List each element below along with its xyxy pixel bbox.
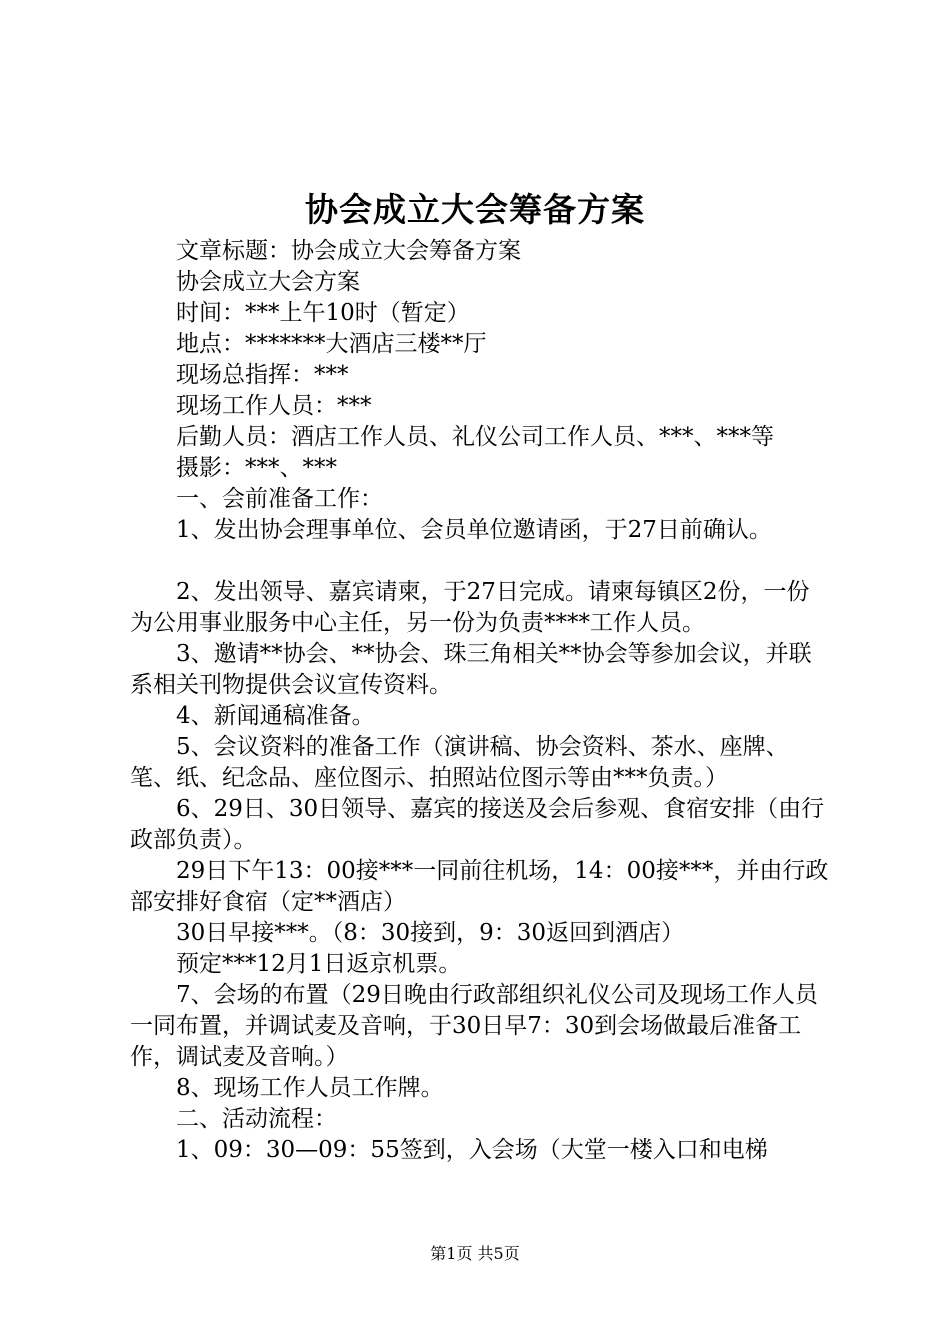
page-footer: 第1页 共5页 xyxy=(430,1244,520,1263)
list-item: 8、现场工作人员工作牌。 xyxy=(176,1075,444,1101)
list-item: 2、发出领导、嘉宾请柬，于27日完成。请柬每镇区2份，一份为公用事业服务中心主任，另一份为负责****工作人员。 xyxy=(130,579,810,636)
paragraph-article-title: 文章标题：协会成立大会筹备方案 xyxy=(176,238,521,264)
paragraph-staff: 现场工作人员：*** xyxy=(176,393,372,419)
list-item: 1、发出协会理事单位、会员单位邀请函，于27日前确认。 xyxy=(176,517,772,543)
list-item: 预定***12月1日返京机票。 xyxy=(176,951,462,977)
blank-line xyxy=(130,546,830,577)
section-heading-preparation: 一、会前准备工作： xyxy=(176,486,383,512)
list-item: 30日早接***。（8：30接到，9：30返回到酒店） xyxy=(176,920,685,946)
list-item: 3、邀请**协会、**协会、珠三角相关**协会等参加会议，并联系相关刊物提供会议宣传资料。 xyxy=(130,641,812,698)
paragraph-plan-name: 协会成立大会方案 xyxy=(176,269,360,295)
document-body xyxy=(130,236,830,1166)
paragraph-location: 地点：*******大酒店三楼**厅 xyxy=(176,331,487,357)
paragraph-time: 时间：***上午10时（暂定） xyxy=(176,300,470,326)
document-title: 协会成立大会筹备方案 xyxy=(305,190,645,229)
list-item: 7、会场的布置（29日晚由行政部组织礼仪公司及现场工作人员一同布置，并调试麦及音响，于30日早7：30到会场做最后准备工作，调试麦及音响。） xyxy=(130,982,818,1070)
paragraph-photography: 摄影：***、*** xyxy=(176,455,337,481)
paragraph-commander: 现场总指挥：*** xyxy=(176,362,349,388)
list-item: 29日下午13：00接***一同前往机场，14：00接***，并由行政部安排好食宿（定**酒店） xyxy=(130,858,829,915)
list-item: 4、新闻通稿准备。 xyxy=(176,703,375,729)
paragraph-logistics: 后勤人员：酒店工作人员、礼仪公司工作人员、***、***等 xyxy=(176,424,774,450)
list-item: 6、29日、30日领导、嘉宾的接送及会后参观、食宿安排（由行政部负责）。 xyxy=(130,796,825,853)
list-item: 5、会议资料的准备工作（演讲稿、协会资料、茶水、座牌、笔、纸、纪念品、座位图示、拍照站位图示等由***负责。） xyxy=(130,734,789,791)
section-heading-agenda: 二、活动流程： xyxy=(176,1106,337,1132)
list-item: 1、09：30—09：55签到，入会场（大堂一楼入口和电梯 xyxy=(176,1137,768,1163)
